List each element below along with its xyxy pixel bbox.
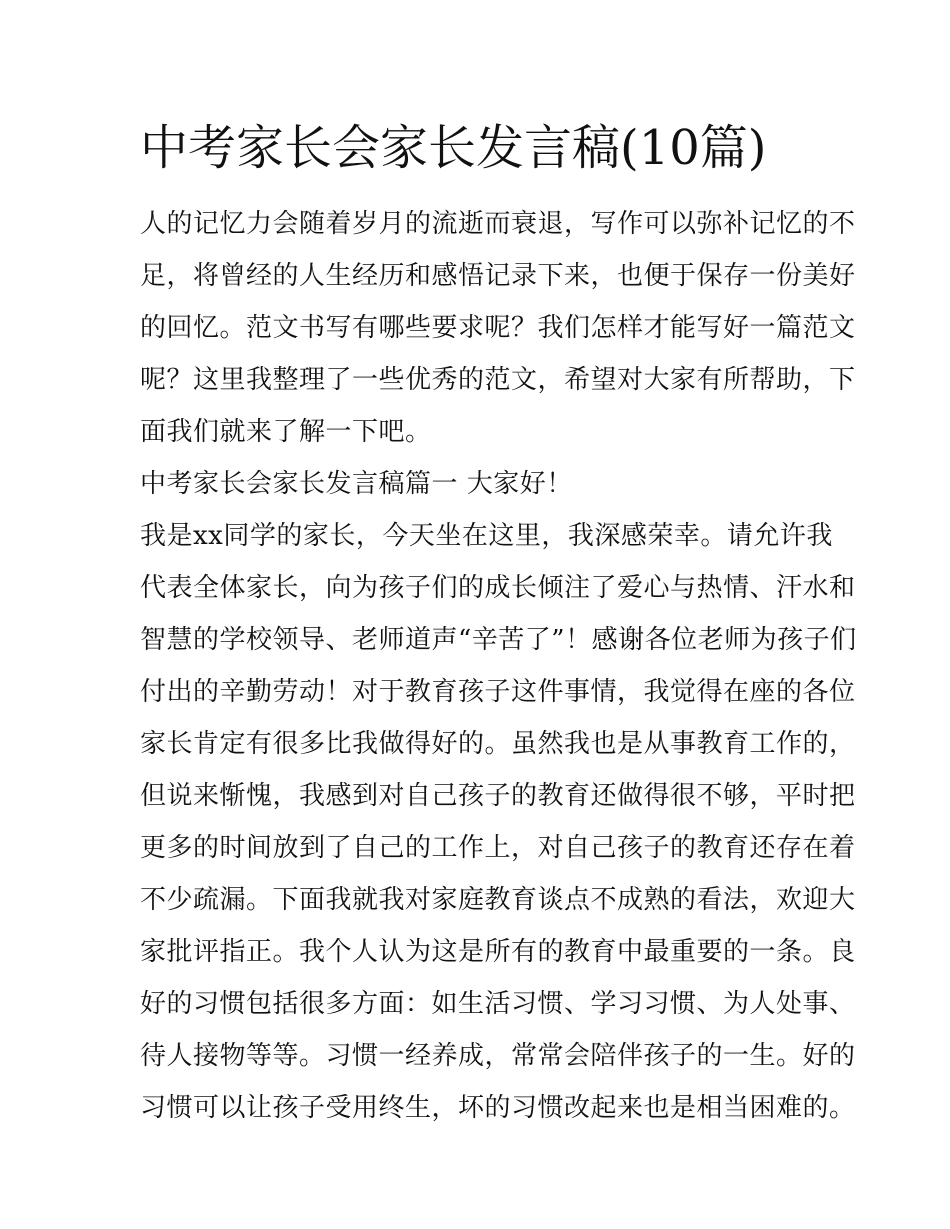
document-title: 中考家长会家长发言稿(10篇): [140, 120, 767, 176]
section-heading-line: 中考家长会家长发言稿篇一 大家好！: [140, 469, 573, 499]
paragraph-line: 人的记忆力会随着岁月的流逝而衰退，写作可以弥补记忆的不: [140, 209, 856, 239]
paragraph-line: 但说来惭愧，我感到对自己孩子的教育还做得很不够，平时把: [140, 781, 856, 811]
paragraph-line: 足，将曾经的人生经历和感悟记录下来，也便于保存一份美好: [140, 261, 856, 291]
paragraph-line: 付出的辛勤劳动！对于教育孩子这件事情，我觉得在座的各位: [140, 677, 856, 707]
paragraph-line: 待人接物等等。习惯一经养成，常常会陪伴孩子的一生。好的: [140, 1041, 856, 1071]
paragraph-line: 习惯可以让孩子受用终生，坏的习惯改起来也是相当困难的。: [140, 1093, 856, 1123]
paragraph-line: 代表全体家长，向为孩子们的成长倾注了爱心与热情、汗水和: [140, 573, 856, 603]
paragraph-line: 的回忆。范文书写有哪些要求呢？我们怎样才能写好一篇范文: [140, 313, 856, 343]
paragraph-line: 好的习惯包括很多方面：如生活习惯、学习习惯、为人处事、: [140, 989, 856, 1019]
paragraph-line: 呢？这里我整理了一些优秀的范文，希望对大家有所帮助，下: [140, 365, 856, 395]
paragraph-line: 家长肯定有很多比我做得好的。虽然我也是从事教育工作的，: [140, 729, 856, 759]
paragraph-line: 更多的时间放到了自己的工作上，对自己孩子的教育还存在着: [140, 833, 856, 863]
paragraph-line: 面我们就来了解一下吧。: [140, 417, 432, 447]
paragraph-line: 家批评指正。我个人认为这是所有的教育中最重要的一条。良: [140, 937, 856, 967]
document-body: [140, 198, 857, 1134]
paragraph-line: 我是xx同学的家长，今天坐在这里，我深感荣幸。请允许我: [140, 521, 833, 551]
paragraph-line: 不少疏漏。下面我就我对家庭教育谈点不成熟的看法，欢迎大: [140, 885, 856, 915]
paragraph-line: 智慧的学校领导、老师道声“辛苦了”！感谢各位老师为孩子们: [140, 625, 857, 655]
